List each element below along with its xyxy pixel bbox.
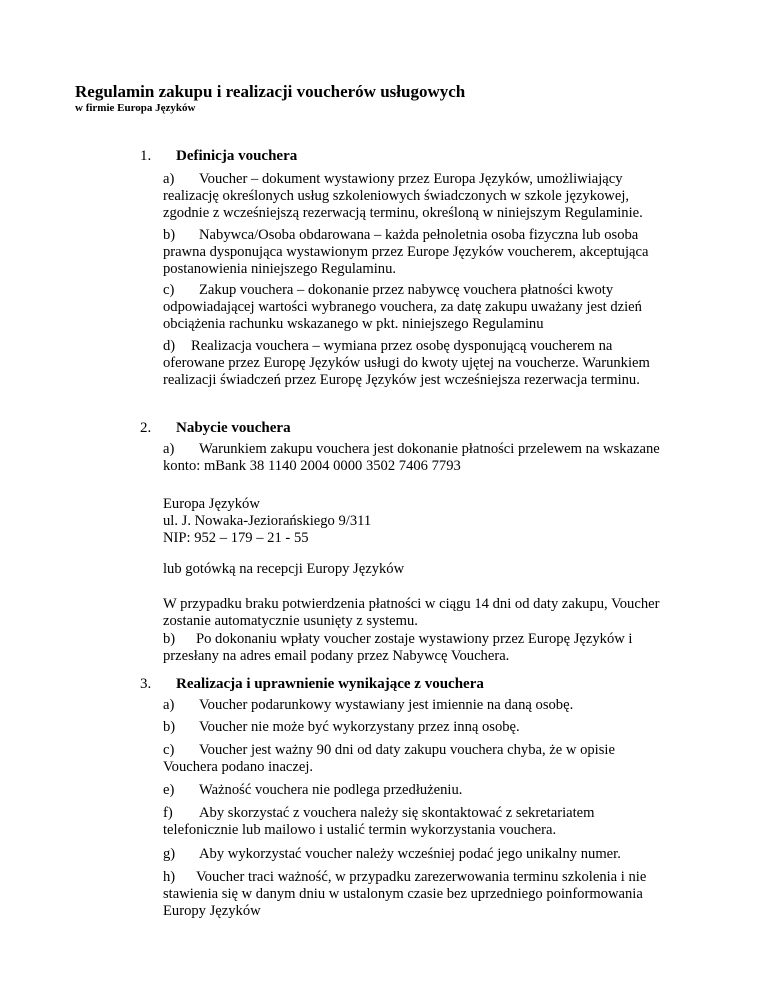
item-label: b)	[163, 719, 176, 735]
section-number: 3.	[140, 676, 152, 692]
item-label: f)	[163, 805, 173, 821]
section-title: Realizacja i uprawnienie wynikające z vouchera	[176, 676, 484, 692]
cash-payment-note	[163, 561, 718, 578]
document-subtitle: w firmie Europa Języków	[75, 102, 196, 114]
paragraph-line: zostanie automatycznie usunięty z systemu.	[163, 612, 418, 629]
paragraph-line: Aby wykorzystać voucher należy wcześniej podać jego unikalny numer.	[199, 846, 621, 862]
tax-id: NIP: 952 – 179 – 21 - 55	[163, 529, 309, 546]
payment-warning	[163, 596, 718, 630]
item-label: a)	[163, 441, 175, 457]
item-label: h)	[163, 869, 176, 885]
paragraph-3c	[163, 742, 718, 776]
paragraph-3e	[163, 782, 718, 799]
paragraph-line: obciążenia rachunku wskazanego w pkt. niniejszego Regulaminu	[163, 315, 544, 332]
paragraph-line: Warunkiem zakupu vouchera jest dokonanie płatności przelewem na wskazane	[199, 441, 660, 457]
section-title: Definicja vouchera	[176, 148, 298, 164]
paragraph-line: Voucher jest ważny 90 dni od daty zakupu vouchera chyba, że w opisie	[199, 742, 615, 758]
paragraph-line: przesłany na adres email podany przez Nabywcę Vouchera.	[163, 647, 510, 664]
paragraph-2a	[163, 441, 718, 475]
paragraph-line: zgodnie z wcześniejszą rezerwacją terminu, określoną w niniejszym Regulaminie.	[163, 204, 643, 221]
paragraph-3f	[163, 805, 718, 839]
item-label: b)	[163, 227, 176, 243]
paragraph-1d	[163, 338, 718, 388]
paragraph-line: Voucher traci ważność, w przypadku zarezerwowania terminu szkolenia i nie	[196, 869, 647, 885]
paragraph-line: Zakup vouchera – dokonanie przez nabywcę vouchera płatności kwoty	[199, 282, 614, 298]
paragraph-line: prawna dysponująca wystawionym przez Europe Języków voucherem, akceptująca	[163, 243, 649, 260]
paragraph-line: Voucher nie może być wykorzystany przez inną osobę.	[199, 719, 520, 735]
paragraph-line: Aby skorzystać z vouchera należy się skontaktować z sekretariatem	[199, 805, 595, 821]
paragraph-line: postanowienia niniejszego Regulaminu.	[163, 260, 397, 277]
paragraph-line: Europy Języków	[163, 902, 261, 919]
company-name: Europa Języków	[163, 496, 260, 512]
item-label: a)	[163, 171, 175, 187]
street-address: ul. J. Nowaka-Jeziorańskiego 9/311	[163, 512, 372, 529]
paragraph-line: Voucher – dokument wystawiony przez Europa Języków, umożliwiający	[199, 171, 623, 187]
paragraph-3b	[163, 719, 718, 736]
paragraph-1c	[163, 282, 718, 332]
item-label: b)	[163, 631, 176, 647]
paragraph-line: odpowiadającej wartości wybranego vouchera, za datę zakupu uważany jest dzień	[163, 298, 642, 315]
paragraph-line: stawienia się w danym dniu w ustalonym czasie bez uprzedniego poinformowania	[163, 885, 643, 902]
paragraph-line: Ważność vouchera nie podlega przedłużeniu.	[199, 782, 463, 798]
item-label: a)	[163, 697, 175, 713]
paragraph-line: W przypadku braku potwierdzenia płatności w ciągu 14 dni od daty zakupu, Voucher	[163, 596, 660, 612]
paragraph-line: Voucher podarunkowy wystawiany jest imiennie na daną osobę.	[199, 697, 574, 713]
paragraph-1b	[163, 227, 718, 277]
item-label: g)	[163, 846, 176, 862]
paragraph-line: Nabywca/Osoba obdarowana – każda pełnoletnia osoba fizyczna lub osoba	[199, 227, 639, 243]
section-number: 1.	[140, 148, 152, 164]
paragraph-line: oferowane przez Europę Języków usługi do kwoty ujętej na voucherze. Warunkiem	[163, 354, 650, 371]
paragraph-line: Po dokonaniu wpłaty voucher zostaje wystawiony przez Europę Języków i	[196, 631, 633, 647]
paragraph-3h	[163, 869, 718, 919]
paragraph-line: realizacji świadczeń przez Europę Języków jest wcześniejsza rezerwacja terminu.	[163, 371, 640, 388]
document-title: Regulamin zakupu i realizacji voucherów usługowych	[75, 82, 466, 101]
paragraph-2b	[163, 631, 718, 665]
paragraph-line: lub gotówką na recepcji Europy Języków	[163, 561, 405, 577]
paragraph-line: telefonicznie lub mailowo i ustalić termin wykorzystania vouchera.	[163, 821, 557, 838]
paragraph-1a	[163, 171, 718, 221]
item-label: e)	[163, 782, 175, 798]
paragraph-line: Vouchera podano inaczej.	[163, 758, 314, 775]
section-number: 2.	[140, 420, 152, 436]
item-label: c)	[163, 282, 175, 298]
paragraph-line: realizację określonych usług szkoleniowych świadczonych w szkole językowej,	[163, 187, 630, 204]
section-title: Nabycie vouchera	[176, 420, 291, 436]
paragraph-3a	[163, 697, 718, 714]
item-label: d)	[163, 338, 176, 354]
paragraph-3g	[163, 846, 718, 863]
address-block	[163, 496, 718, 546]
paragraph-line: konto: mBank 38 1140 2004 0000 3502 7406 7793	[163, 457, 461, 474]
paragraph-line: Realizacja vouchera – wymiana przez osobę dysponującą voucherem na	[191, 338, 613, 354]
item-label: c)	[163, 742, 175, 758]
